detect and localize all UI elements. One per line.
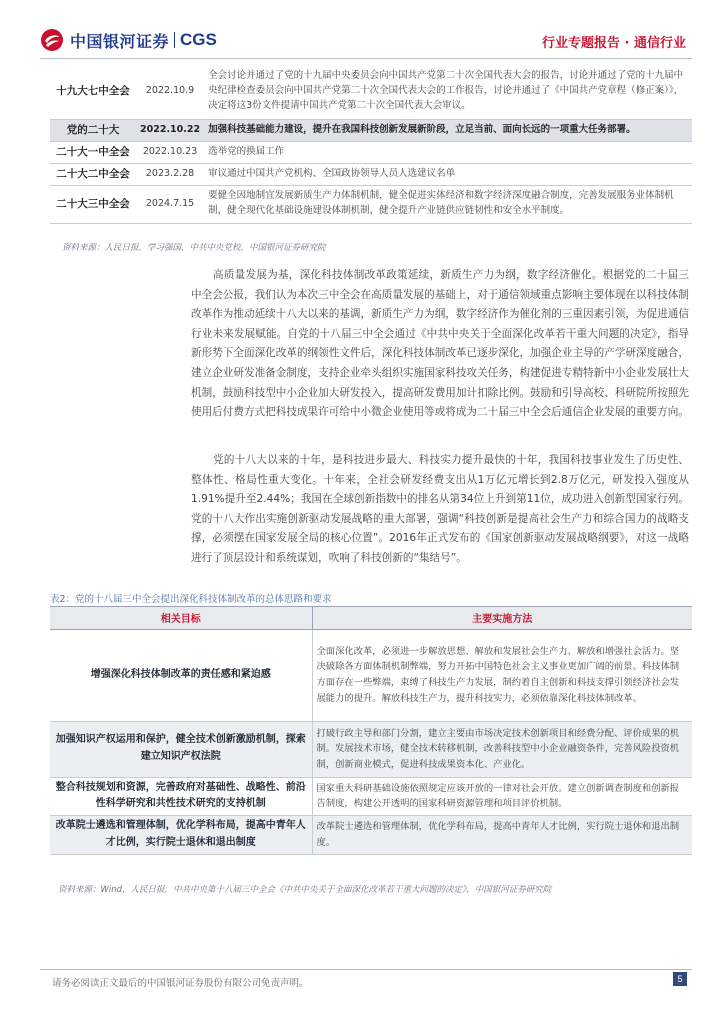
header-divider [40,58,692,59]
footer-disclaimer: 请务必阅读正文最后的中国银河证券股份有限公司免责声明。 [52,978,309,989]
method-cell: 改革院士遴选和管理体制，优化学科布局，提高中青年人才比例，实行院士退休和退出制度。 [312,816,692,855]
session-content: 选举党的换届工作 [204,141,692,163]
session-name: 二十大一中全会 [50,141,136,163]
session-content: 加强科技基础能力建设，提升在我国科技创新发展新阶段，立足当前、面向长远的一项重大任务部署。 [204,119,692,141]
column-header-method: 主要实施方法 [312,607,692,629]
galaxy-logo-icon [40,28,64,52]
session-content: 要健全因地制宜发展新质生产力体制机制，健全促进实体经济和数字经济深度融合制度，完善发展服务业体制机制，健全现代化基础设施建设体制机制，健全提升产业链供应链韧性和安全水平制度。 [204,185,692,223]
session-date: 2023.2.28 [136,163,204,185]
logo-english-text: CGS [180,30,217,49]
body-paragraph-2: 党的十八大以来的十年，是科技进步最大、科技实力提升最快的十年，我国科技事业发生了历史性、整体性、格局性重大变化。十年来，全社会研发经费支出从1万亿元增长到2.8万亿元，研发投入强度从1.91%提升至2.44%；我国在全球创新指数中的排名从第34位上升到第11位，成功进入创新型国家行列。党的十八大作出实施创新驱动发展战略的重大部署，强调“科技创新是提高社会生产力和综合国力的战略支撑，必须摆在国家发展全局的核心位置”。2016年正式发布的《国家创新驱动发展战略纲要》，对这一战略进行了顶层设计和系统谋划，吹响了科技创新的“集结号”。 [191,454,689,564]
table1-source-note: 资料来源：人民日报，学习强国，中共中央党校，中国银河证券研究院 [62,243,326,253]
page-header [0,0,724,62]
table-row [50,163,692,185]
session-name: 二十大二中全会 [50,163,136,185]
table-row [50,185,692,223]
session-name: 十九大七中全会 [50,64,136,119]
logo-divider [174,32,175,48]
session-date: 2024.7.15 [136,185,204,223]
table-row [50,64,692,119]
session-content: 全会讨论并通过了党的十九届中央委员会向中国共产党第二十次全国代表大会的报告，讨论并通过了党的十九届中央纪律检查委员会向中国共产党第二十次全国代表大会的工作报告，讨论并通过了《中国共产党章程（修正案）》，决定将这3份文件提请中国共产党第二十次全国代表大会审议。 [204,64,692,119]
table-header-row [50,607,692,629]
table-row [50,141,692,163]
session-name: 二十大三中全会 [50,185,136,223]
reform-goals-table [50,607,692,855]
session-content: 审议通过中国共产党机构、全国政协领导人员人选建议名单 [204,163,692,185]
session-date: 2022.10.9 [136,64,204,119]
method-cell: 全面深化改革，必须进一步解放思想、解放和发展社会生产力、解放和增强社会活力。坚决破除各方面体制机制弊端，努力开拓中国特色社会主义事业更加广阔的前景。科技体制方面存在一些弊端，束缚了科技生产力发展，制约着自主创新和科技支撑引领经济社会发展能力的提升。解放科技生产力，提升科技实力，必须依靠深化科技体制改革。 [312,629,692,721]
table2-wrapper [50,606,692,855]
column-header-goal: 相关目标 [50,607,312,629]
table-row [50,816,692,855]
table-row [50,777,692,816]
report-type-label: 行业专题报告 · 通信行业 [542,36,686,51]
session-date: 2022.10.23 [136,141,204,163]
body-paragraph-1: 高质量发展为基，深化科技体制改革政策延续，新质生产力为纲，数字经济催化。根据党的二十届三中全会公报，我们认为本次三中全会在高质量发展的基础上，对于通信领域重点影响主要体现在以科技体制改革作为推动延续十八大以来的基调，新质生产力为纲，数字经济作为催化剂的三重因素引领，为促进通信行业未来发展赋能。自党的十八届三中全会通过《中共中央关于全面深化改革若干重大问题的决定》，指导新形势下全面深化改革的纲领性文件后，深化科技体制改革已逐步深化，加强企业主导的产学研深度融合，建立企业研发准备金制度，支持企业牵头组织实施国家科技攻关任务，构建促进专精特新中小企业发展壮大机制，鼓励科技型中小企业加大研发投入，提高研发费用加计扣除比例。鼓励和引导高校、科研院所按照先使用后付费方式把科技成果许可给中小微企业使用等或将成为二十届三中全会后通信企业发展的重要方向。 [191,269,689,419]
method-cell: 国家重大科研基础设施依照规定应该开放的一律对社会开放。建立创新调查制度和创新报告制度，构建公开透明的国家科研资源管理和项目评价机制。 [312,777,692,816]
footer-divider [40,969,692,970]
company-logo [40,28,217,52]
goal-cell: 改革院士遴选和管理体制，优化学科布局，提高中青年人才比例，实行院士退休和退出制度 [50,816,312,855]
table-row [50,119,692,141]
table2-source-note: 资料来源：Wind，人民日报，中共中央第十八届三中全会《中共中央关于全面深化改革若干重大问题的决定》，中国银河证券研究院 [58,885,552,895]
logo-chinese-text: 中国银河证券 [70,31,170,51]
table-row [50,629,692,721]
goal-cell: 加强知识产权运用和保护，健全技术创新激励机制，探索建立知识产权法院 [50,721,312,777]
party-sessions-table [50,64,692,224]
session-date: 2022.10.22 [136,119,204,141]
goal-cell: 增强深化科技体制改革的责任感和紧迫感 [50,629,312,721]
table-row [50,721,692,777]
method-cell: 打破行政主导和部门分割，建立主要由市场决定技术创新项目和经费分配、评价成果的机制。发展技术市场，健全技术转移机制，改善科技型中小企业融资条件，完善风险投资机制，创新商业模式，促进科技成果资本化、产业化。 [312,721,692,777]
page-number: 5 [673,972,687,986]
goal-cell: 整合科技规划和资源，完善政府对基础性、战略性、前沿性科学研究和共性技术研究的支持机制 [50,777,312,816]
session-name: 党的二十大 [50,119,136,141]
table2-caption: 表2：党的十八届三中全会提出深化科技体制改革的总体思路和要求 [50,594,332,605]
